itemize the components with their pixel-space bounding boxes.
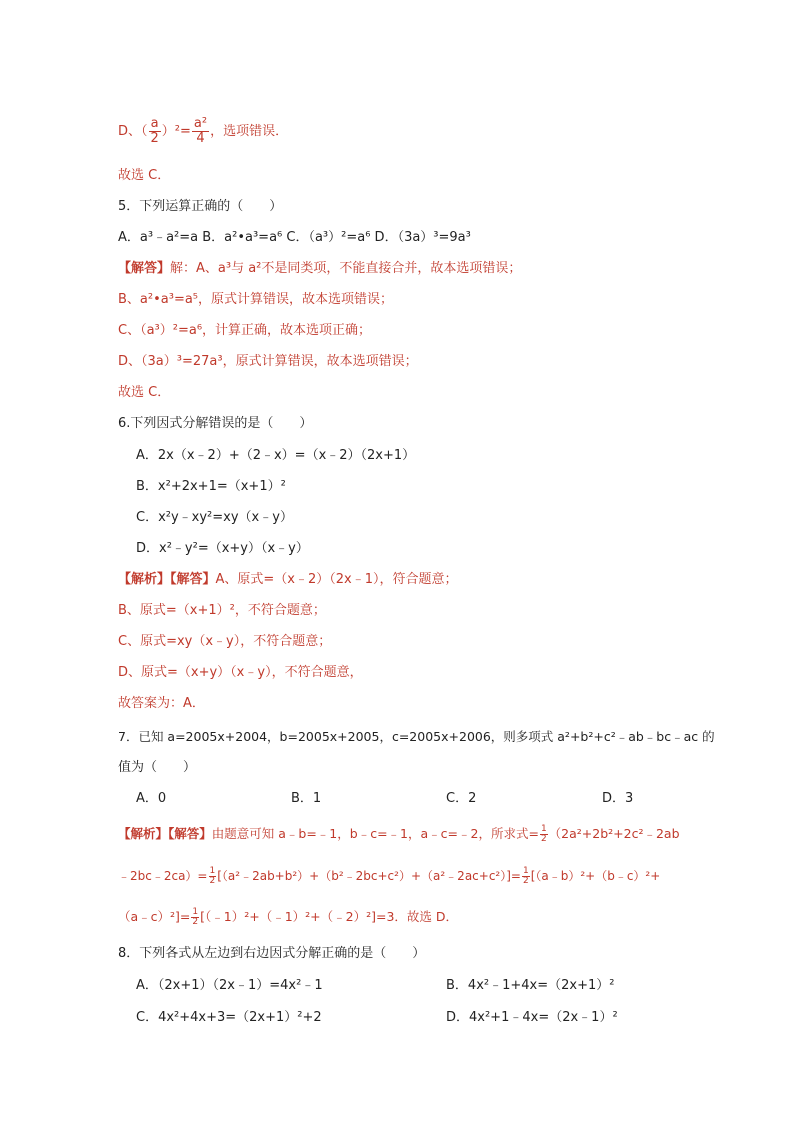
q7-option-a: A．0	[136, 791, 167, 806]
q7-sol2-b: [（a²﹣2ab+b²）+（b²﹣2bc+c²）+（a²﹣2ac+c²）]=	[217, 869, 521, 883]
q8-stem: 8．下列各式从左边到右边因式分解正确的是（ ）	[118, 946, 426, 961]
q4-option-d-solution	[118, 117, 288, 146]
fraction-denominator: 4	[196, 131, 205, 146]
analysis-answer-tag: 【解析】【解答】	[118, 572, 216, 587]
q6-option-b: B．x²+2x+1=（x+1）²	[136, 479, 286, 494]
fraction-denominator: 2	[150, 131, 159, 146]
q8-option-a: A．（2x+1）（2x﹣1）=4x²﹣1	[136, 978, 323, 993]
q6-solution-b: B、原式=（x+1）²，不符合题意；	[118, 603, 326, 618]
q6-sol-a-text: A、原式=（x﹣2）（2x﹣1），符合题意；	[215, 572, 458, 587]
q6-stem: 6.下列因式分解错误的是（ ）	[118, 416, 313, 431]
q8-option-b: B．4x²﹣1+4x=（2x+1）²	[446, 978, 615, 993]
q7-sol1-a: 由题意可知 a﹣b=﹣1，b﹣c=﹣1，a﹣c=﹣2，所求式=	[211, 826, 539, 841]
q5-solution-b: B、a²•a³=a⁵，原式计算错误，故本选项错误；	[118, 292, 394, 307]
analysis-answer-tag: 【解析】【解答】	[118, 826, 212, 841]
fraction-numerator: 1	[522, 866, 529, 876]
q7-sol3-a: （a﹣c）²]=	[118, 909, 191, 924]
q6-option-c: C．x²y﹣xy²=xy（x﹣y）	[136, 510, 293, 525]
q7-sol2-a: ﹣2bc﹣2ca）=	[118, 869, 208, 883]
q7-option-b: B．1	[291, 791, 322, 806]
q4-d-mid: ）²=	[161, 124, 191, 139]
q6-conclusion: 故答案为：A．	[118, 696, 205, 711]
q4-conclusion: 故选 C．	[118, 168, 171, 183]
fraction-denominator: 2	[209, 876, 216, 886]
q5-sol-a-text: 解：A、a³与 a²不是同类项，不能直接合并，故本选项错误；	[170, 261, 522, 276]
q7-sol1-b: （2a²+2b²+2c²﹣2ab	[548, 826, 680, 841]
fraction-a-over-2	[149, 117, 161, 146]
fraction-one-half	[209, 867, 217, 886]
q4-d-suffix: ，选项错误．	[210, 124, 289, 139]
q5-solution-c: C、（a³）²=a⁶，计算正确，故本选项正确；	[118, 323, 372, 338]
q5-solution-d: D、（3a）³=27a³，原式计算错误，故本选项错误；	[118, 354, 418, 369]
q7-solution-line1	[118, 824, 680, 844]
q5-stem: 5．下列运算正确的（ ）	[118, 199, 283, 214]
q5-conclusion: 故选 C．	[118, 385, 171, 400]
fraction-denominator: 2	[522, 876, 529, 886]
q6-option-d: D．x²﹣y²=（x+y）（x﹣y）	[136, 541, 309, 556]
fraction-one-half	[540, 825, 548, 844]
q7-stem-line2: 值为（ ）	[118, 760, 197, 775]
q5-solution-a	[118, 259, 521, 279]
q8-option-c: C．4x²+4x+3=（2x+1）²+2	[136, 1010, 322, 1025]
fraction-one-half	[522, 867, 530, 886]
fraction-numerator: a	[150, 116, 159, 131]
q7-option-c: C．2	[446, 791, 477, 806]
q7-option-d: D．3	[602, 791, 634, 806]
fraction-one-half	[191, 908, 199, 927]
fraction-numerator: a²	[193, 116, 208, 131]
q5-options: A．a³﹣a²=a B．a²•a³=a⁶ C．（a³）²=a⁶ D．（3a）³=9a³	[118, 230, 471, 245]
q6-option-a: A．2x（x﹣2）+（2﹣x）=（x﹣2）（2x+1）	[136, 448, 416, 463]
fraction-denominator: 2	[192, 917, 199, 927]
q7-solution-line3	[118, 907, 458, 927]
fraction-numerator: 1	[209, 866, 216, 876]
fraction-numerator: 1	[192, 907, 199, 917]
q7-stem-line1: 7．已知 a=2005x+2004，b=2005x+2005，c=2005x+2006，则多项式 a²+b²+c²﹣ab﹣bc﹣ac 的	[118, 729, 715, 744]
q8-option-d: D．4x²+1﹣4x=（2x﹣1）²	[446, 1010, 618, 1025]
q6-solution-d: D、原式=（x+y）（x﹣y），不符合题意，	[118, 665, 363, 680]
fraction-a2-over-4	[192, 117, 209, 146]
q7-solution-line2	[118, 866, 660, 886]
fraction-denominator: 2	[540, 834, 547, 844]
q6-solution-c: C、原式=xy（x﹣y），不符合题意；	[118, 634, 332, 649]
answer-tag: 【解答】	[118, 261, 171, 276]
q7-sol3-b: [（﹣1）²+（﹣1）²+（﹣2）²]=3．故选 D．	[200, 909, 459, 924]
q7-sol2-c: [（a﹣b）²+（b﹣c）²+	[530, 869, 661, 883]
q4-d-prefix: D、（	[118, 124, 148, 139]
fraction-numerator: 1	[540, 824, 547, 834]
q6-solution-a	[118, 570, 458, 590]
